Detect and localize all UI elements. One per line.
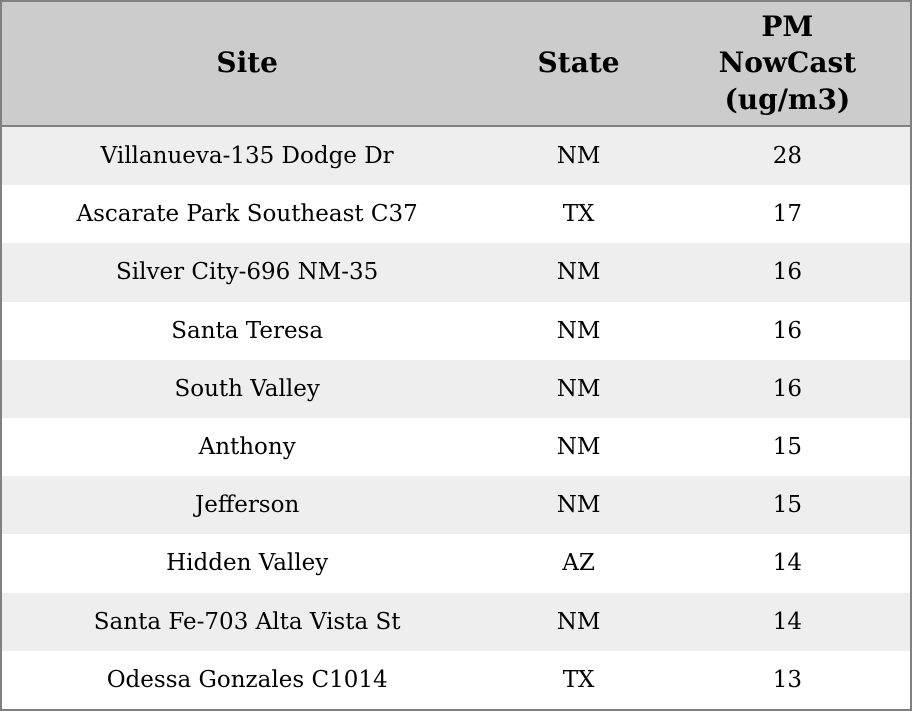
pm-value-cell: 16 (772, 317, 803, 344)
site-cell: Villanueva-135 Dodge Dr (100, 143, 394, 170)
pm-value-cell: 14 (772, 550, 803, 577)
site-cell: Silver City-696 NM-35 (116, 259, 379, 286)
table-row (2, 534, 910, 592)
site-cell: South Valley (174, 375, 320, 402)
pm-value-cell: 15 (772, 434, 803, 461)
site-cell: Santa Teresa (171, 317, 324, 344)
site-cell: Ascarate Park Southeast C37 (76, 201, 418, 228)
pm-value-cell: 28 (772, 143, 803, 170)
table-row (2, 126, 910, 185)
state-cell: NM (556, 608, 601, 635)
state-cell: NM (556, 143, 601, 170)
state-cell: TX (562, 666, 595, 693)
pm-value-cell: 14 (772, 608, 803, 635)
site-cell: Santa Fe-703 Alta Vista St (93, 608, 401, 635)
state-cell: NM (556, 375, 601, 402)
pm-header-line-3: (ug/m3) (724, 82, 851, 116)
col-header-site: Site (2, 2, 492, 126)
state-cell: AZ (562, 550, 595, 577)
site-cell: Jefferson (195, 492, 300, 519)
state-cell: NM (556, 317, 601, 344)
pm-value-cell: 16 (772, 375, 803, 402)
state-cell: NM (556, 492, 601, 519)
table-row (2, 651, 910, 709)
pm-value-cell: 17 (772, 201, 803, 228)
col-header-state: State (492, 2, 665, 126)
table-row (2, 476, 910, 534)
site-cell: Anthony (198, 434, 296, 461)
pm-value-cell: 13 (772, 666, 803, 693)
pm-header-line-2: NowCast (718, 46, 857, 80)
table-row (2, 302, 910, 360)
table-row (2, 243, 910, 301)
data-table (2, 2, 910, 709)
header-row (2, 2, 910, 126)
pm-value-cell: 15 (772, 492, 803, 519)
state-cell: TX (562, 201, 595, 228)
pm-header-line-1: PM (761, 9, 814, 43)
pm-value-cell: 16 (772, 259, 803, 286)
col-header-pm-nowcast (665, 2, 910, 126)
state-cell: NM (556, 434, 601, 461)
table-row (2, 185, 910, 243)
table-row (2, 360, 910, 418)
site-cell: Odessa Gonzales C1014 (106, 666, 388, 693)
table-row (2, 593, 910, 651)
table-row (2, 418, 910, 476)
state-cell: NM (556, 259, 601, 286)
site-cell: Hidden Valley (166, 550, 329, 577)
